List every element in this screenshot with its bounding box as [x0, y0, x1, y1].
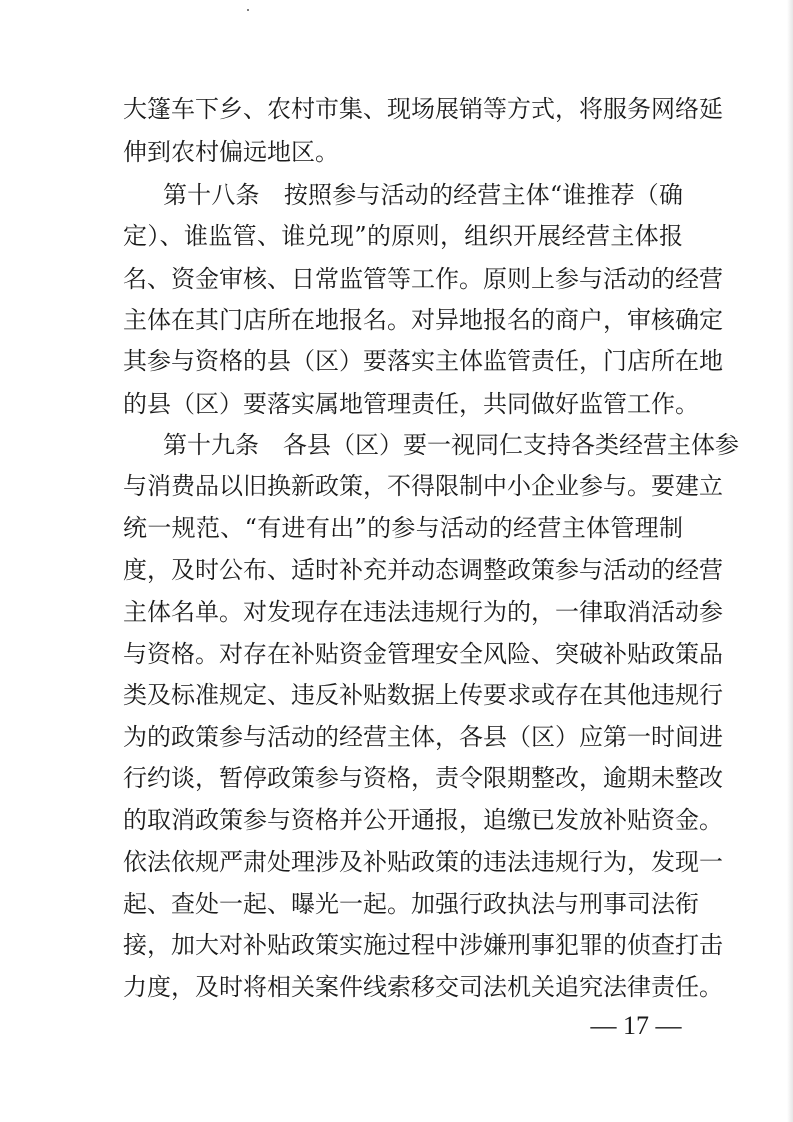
- text-line: 与消费品以旧换新政策，不得限制中小企业参与。要建立: [123, 472, 723, 500]
- text-line: 度，及时公布、适时补充并动态调整政策参与活动的经营: [123, 556, 723, 584]
- text-line: 主体名单。对发现存在违法违规行为的，一律取消活动参: [123, 598, 723, 626]
- text-line: 起、查处一起、曝光一起。加强行政执法与刑事司法衔: [123, 890, 699, 918]
- text-line: 的县（区）要落实属地管理责任，共同做好监管工作。: [123, 390, 699, 418]
- text-line: 的取消政策参与资格并公开通报，追缴已发放补贴资金。: [123, 806, 723, 834]
- text-line: 依法依规严肃处理涉及补贴政策的违法违规行为，发现一: [123, 848, 723, 876]
- page-edge-shadow: [787, 0, 793, 1122]
- text-line: 主体在其门店所在地报名。对异地报名的商户，审核确定: [123, 306, 723, 334]
- text-line: 接，加大对补贴政策实施过程中涉嫌刑事犯罪的侦查打击: [123, 931, 723, 959]
- text-line: 与资格。对存在补贴资金管理安全风险、突破补贴政策品: [123, 640, 723, 668]
- text-line: 为的政策参与活动的经营主体，各县（区）应第一时间进: [123, 723, 723, 751]
- text-line: 类及标准规定、违反补贴数据上传要求或存在其他违规行: [123, 681, 723, 709]
- text-line: 行约谈，暂停政策参与资格，责令限期整改，逾期未整改: [123, 764, 723, 792]
- text-line: 伸到农村偏远地区。: [123, 138, 339, 166]
- text-line: 大篷车下乡、农村市集、现场展销等方式，将服务网络延: [123, 95, 723, 123]
- article-18-heading-line: 第十八条 按照参与活动的经营主体“谁推荐（确: [163, 181, 683, 209]
- text-line: 定）、谁监管、谁兑现”的原则，组织开展经营主体报: [123, 222, 683, 250]
- text-line: 统一规范、“有进有出”的参与活动的经营主体管理制: [123, 514, 683, 542]
- page-number: — 17 —: [590, 1011, 682, 1040]
- text-line: 名、资金审核、日常监管等工作。原则上参与活动的经营: [123, 265, 723, 293]
- text-line: 其参与资格的县（区）要落实主体监管责任，门店所在地: [123, 347, 723, 375]
- article-19-heading-line: 第十九条 各县（区）要一视同仁支持各类经营主体参: [163, 431, 739, 459]
- text-line: 力度，及时将相关案件线索移交司法机关追究法律责任。: [123, 973, 723, 1001]
- scan-speck: [247, 9, 249, 11]
